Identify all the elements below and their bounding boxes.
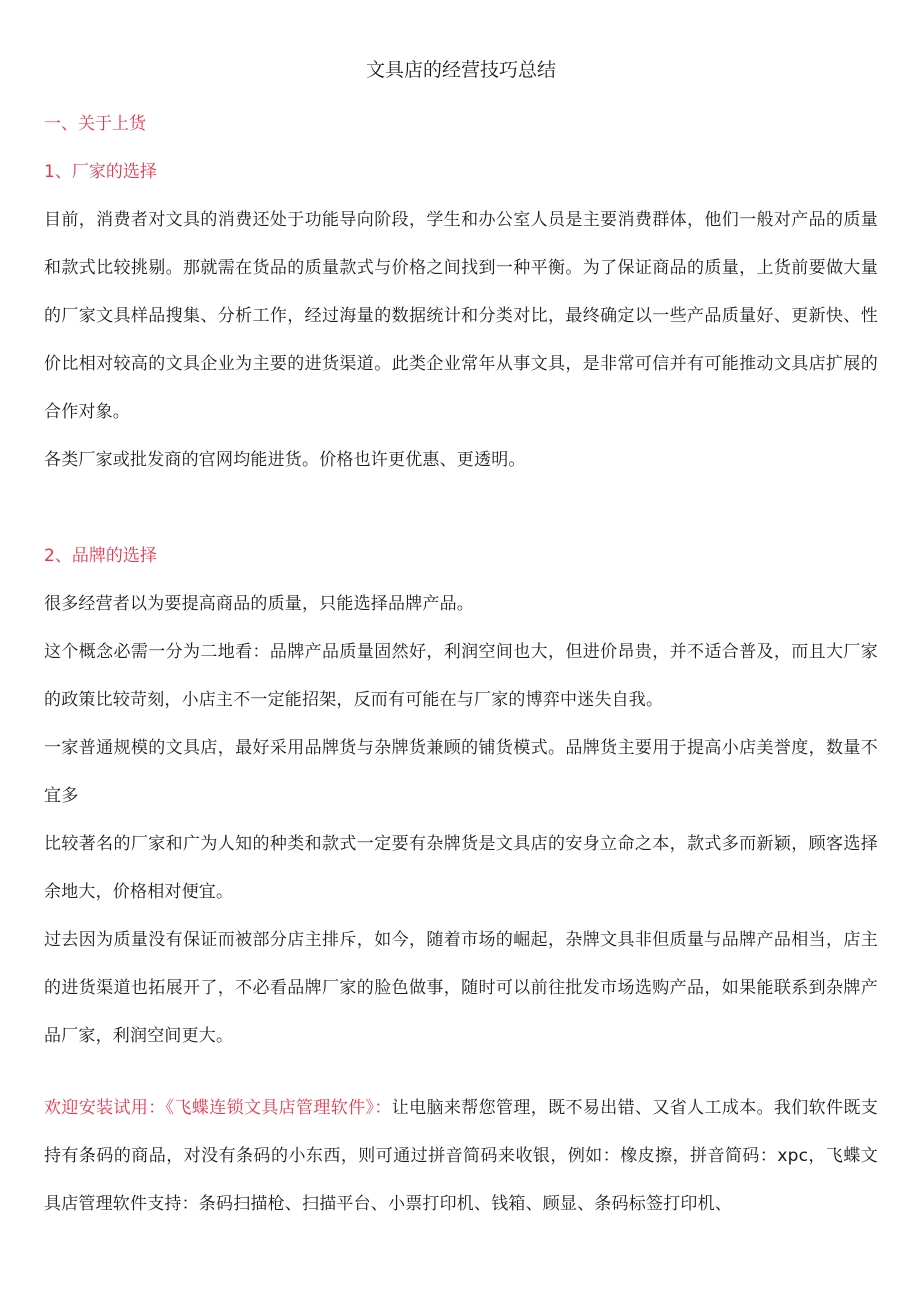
document-title: 文具店的经营技巧总结 [365,59,556,81]
document-page [44,52,878,1228]
promo-lead: 欢迎安装试用：《飞蝶连锁文具店管理软件》： [44,1098,392,1118]
spacer [44,484,878,532]
subsection-heading-1: 1、厂家的选择 [44,162,157,182]
promo-paragraph [44,1084,878,1228]
paragraph: 比较著名的厂家和广为人知的种类和款式一定要有杂牌货是文具店的安身立命之本，款式多而新颖，顾客选择余地大，价格相对便宜。 [44,834,878,902]
paragraph: 这个概念必需一分为二地看：品牌产品质量固然好，利润空间也大，但进价昂贵，并不适合普及，而且大厂家的政策比较苛刻，小店主不一定能招架，反而有可能在与厂家的博弈中迷失自我。 [44,642,878,710]
subsection-heading-2: 2、品牌的选择 [44,546,157,566]
paragraph: 过去因为质量没有保证而被部分店主排斥，如今，随着市场的崛起，杂牌文具非但质量与品牌产品相当，店主的进货渠道也拓展开了，不必看品牌厂家的脸色做事，随时可以前往批发市场选购产品，如果能联系到杂牌产品厂家，利润空间更大。 [44,930,878,1046]
paragraph: 很多经营者以为要提高商品的质量，只能选择品牌产品。 [44,594,474,614]
paragraph: 一家普通规模的文具店，最好采用品牌货与杂牌货兼顾的铺货模式。品牌货主要用于提高小店美誉度，数量不宜多 [44,738,878,806]
spacer [44,1060,878,1084]
promo-text: 让电脑来帮您管理，既不易出错、又省人工成本。我们软件既支持有条码的商品，对没有条码的小东西，则可通过拼音简码来收银，例如：橡皮擦，拼音简码：xpc，飞蝶文具店管理软件支持：条码扫描枪、扫描平台、小票打印机、钱箱、顾显、条码标签打印机、 [44,1098,878,1214]
paragraph: 各类厂家或批发商的官网均能进货。价格也许更优惠、更透明。 [44,450,526,470]
paragraph: 目前，消费者对文具的消费还处于功能导向阶段，学生和办公室人员是主要消费群体，他们一般对产品的质量和款式比较挑剔。那就需在货品的质量款式与价格之间找到一种平衡。为了保证商品的质量，上货前要做大量的厂家文具样品搜集、分析工作，经过海量的数据统计和分类对比，最终确定以一些产品质量好、更新快、性价比相对较高的文具企业为主要的进货渠道。此类企业常年从事文具，是非常可信并有可能推动文具店扩展的合作对象。 [44,210,878,422]
section-heading-1: 一、关于上货 [44,114,146,134]
